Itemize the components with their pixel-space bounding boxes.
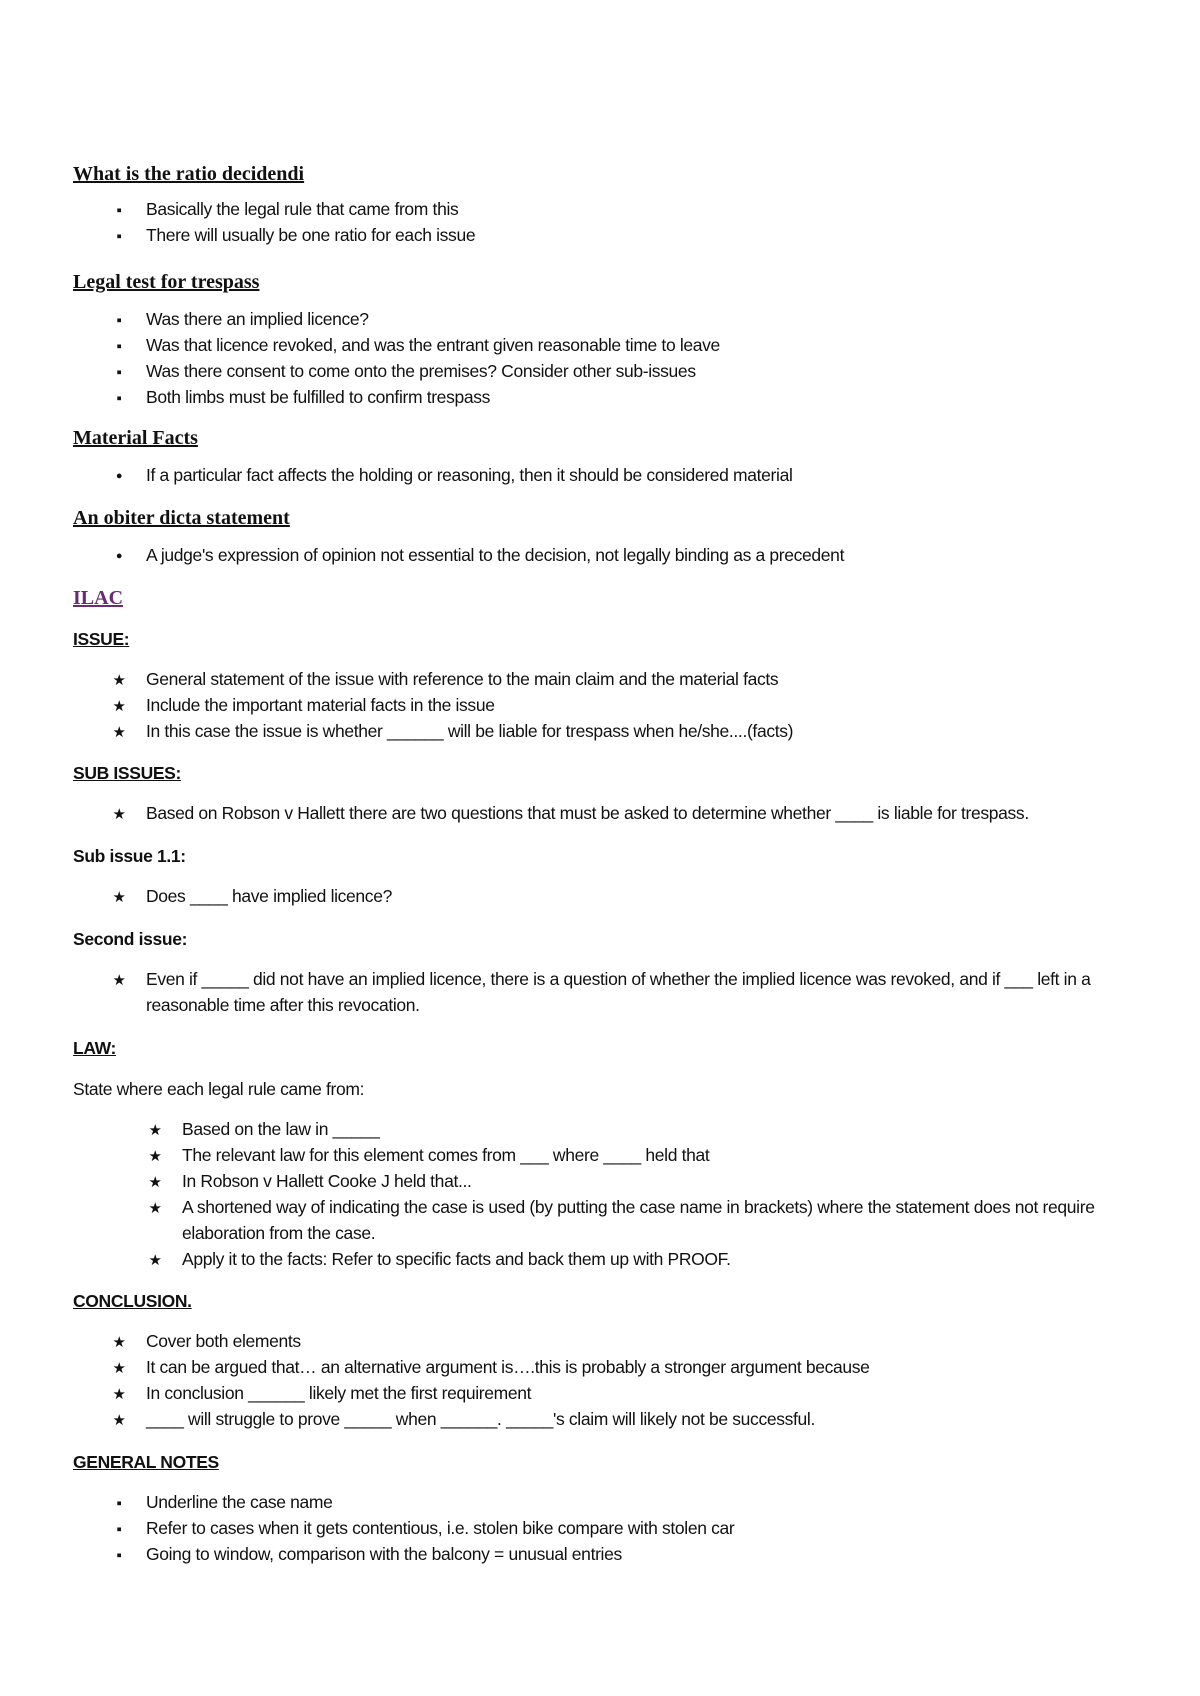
list-item-text: Was there consent to come onto the premises? Consider other sub-issues <box>146 361 696 381</box>
list-trespass <box>73 306 1140 410</box>
list-item-text: A judge's expression of opinion not essential to the decision, not legally binding as a precedent <box>146 545 845 565</box>
list-item-text: Cover both elements <box>146 1331 301 1351</box>
list-item <box>73 222 1140 248</box>
square-bullet-icon <box>109 1515 129 1543</box>
star-bullet-icon <box>109 1354 129 1382</box>
list-item-text: The relevant law for this element comes from ___ where ____ held that <box>182 1145 710 1165</box>
list-obiter <box>73 542 1140 568</box>
section-second-issue <box>73 928 1140 1018</box>
heading-conclusion: CONCLUSION. <box>73 1291 192 1311</box>
list-material-facts <box>73 462 1140 488</box>
list-item-text: General statement of the issue with reference to the main claim and the material facts <box>146 669 779 689</box>
list-issue <box>73 666 1140 744</box>
list-item <box>73 800 1140 826</box>
section-law <box>73 1037 1140 1272</box>
list-item <box>73 666 1140 692</box>
list-item-text: Underline the case name <box>146 1492 333 1512</box>
list-item <box>73 306 1140 332</box>
list-second-issue <box>73 966 1140 1018</box>
list-item <box>73 1194 1140 1246</box>
list-item <box>73 883 1140 909</box>
heading-second-issue: Second issue: <box>73 929 188 949</box>
section-general-notes <box>73 1451 1140 1567</box>
square-bullet-icon <box>109 1489 129 1517</box>
section-sub-issue-1 <box>73 845 1140 909</box>
list-item <box>73 384 1140 410</box>
star-bullet-icon <box>109 883 129 911</box>
list-item <box>73 1328 1140 1354</box>
square-bullet-icon <box>109 222 129 250</box>
list-item <box>73 1406 1140 1432</box>
star-bullet-icon <box>109 800 129 828</box>
section-trespass <box>73 270 1140 410</box>
square-bullet-icon <box>109 358 129 386</box>
list-item-text: Based on Robson v Hallett there are two questions that must be asked to determine whether ____ is liable for trespass. <box>146 803 1029 823</box>
list-item <box>73 1116 1140 1142</box>
star-bullet-icon <box>145 1246 165 1274</box>
list-item <box>73 542 1140 568</box>
heading-law: LAW: <box>73 1038 116 1058</box>
list-item <box>73 692 1140 718</box>
list-item <box>73 332 1140 358</box>
square-bullet-icon <box>109 1541 129 1569</box>
square-bullet-icon <box>109 306 129 334</box>
heading-trespass: Legal test for trespass <box>73 271 260 293</box>
heading-ilac: ILAC <box>73 587 124 609</box>
list-item <box>73 358 1140 384</box>
list-item <box>73 462 1140 488</box>
list-item <box>73 1489 1140 1515</box>
star-bullet-icon <box>145 1194 165 1222</box>
star-bullet-icon <box>109 666 129 694</box>
list-item-text: It can be argued that… an alternative argument is….this is probably a stronger argument because <box>146 1357 870 1377</box>
round-bullet-icon <box>109 462 129 491</box>
star-bullet-icon <box>109 718 129 746</box>
list-ratio <box>73 196 1140 248</box>
list-sub-issues <box>73 800 1140 826</box>
list-item-text: Apply it to the facts: Refer to specific facts and back them up with PROOF. <box>182 1249 731 1269</box>
list-item-text: Going to window, comparison with the balcony = unusual entries <box>146 1544 622 1564</box>
section-issue <box>73 628 1140 744</box>
heading-material-facts: Material Facts <box>73 427 198 449</box>
list-conclusion <box>73 1328 1140 1432</box>
list-sub-issue-1 <box>73 883 1140 909</box>
square-bullet-icon <box>109 196 129 224</box>
section-ratio <box>73 162 1140 248</box>
star-bullet-icon <box>109 966 129 994</box>
list-item-text: ____ will struggle to prove _____ when ______. _____'s claim will likely not be successful. <box>146 1409 815 1429</box>
square-bullet-icon <box>109 384 129 412</box>
law-intro: State where each legal rule came from: <box>73 1079 365 1099</box>
star-bullet-icon <box>145 1168 165 1196</box>
heading-sub-issue-1: Sub issue 1.1: <box>73 846 186 866</box>
section-material-facts <box>73 426 1140 488</box>
star-bullet-icon <box>145 1142 165 1170</box>
section-conclusion <box>73 1290 1140 1432</box>
list-item-text: Based on the law in _____ <box>182 1119 380 1139</box>
heading-issue: ISSUE: <box>73 629 130 649</box>
star-bullet-icon <box>109 1328 129 1356</box>
list-item-text: Was there an implied licence? <box>146 309 369 329</box>
list-item-text: In this case the issue is whether ______ will be liable for trespass when he/she....(facts) <box>146 721 794 741</box>
list-item-text: Include the important material facts in the issue <box>146 695 495 715</box>
heading-ratio: What is the ratio decidendi <box>73 163 305 185</box>
section-sub-issues <box>73 762 1140 826</box>
list-law <box>73 1116 1140 1272</box>
list-item-text: Was that licence revoked, and was the entrant given reasonable time to leave <box>146 335 720 355</box>
star-bullet-icon <box>145 1116 165 1144</box>
list-item-text: In Robson v Hallett Cooke J held that... <box>182 1171 472 1191</box>
list-item <box>73 1515 1140 1541</box>
heading-obiter: An obiter dicta statement <box>73 507 290 529</box>
section-obiter <box>73 506 1140 568</box>
list-general-notes <box>73 1489 1140 1567</box>
list-item-text: Basically the legal rule that came from this <box>146 199 459 219</box>
list-item-text: Even if _____ did not have an implied licence, there is a question of whether the implied licence was revoked, and if ___ left in a reasonable time after this revocation. <box>146 969 1091 1015</box>
list-item <box>73 966 1140 1018</box>
star-bullet-icon <box>109 692 129 720</box>
list-item-text: There will usually be one ratio for each issue <box>146 225 476 245</box>
list-item-text: Both limbs must be fulfilled to confirm trespass <box>146 387 491 407</box>
list-item <box>73 718 1140 744</box>
star-bullet-icon <box>109 1406 129 1434</box>
list-item-text: If a particular fact affects the holding or reasoning, then it should be considered material <box>146 465 793 485</box>
square-bullet-icon <box>109 332 129 360</box>
star-bullet-icon <box>109 1380 129 1408</box>
list-item-text: Refer to cases when it gets contentious, i.e. stolen bike compare with stolen car <box>146 1518 735 1538</box>
heading-general-notes: GENERAL NOTES <box>73 1452 219 1472</box>
list-item-text: Does ____ have implied licence? <box>146 886 392 906</box>
list-item <box>73 1142 1140 1168</box>
list-item <box>73 196 1140 222</box>
list-item <box>73 1168 1140 1194</box>
section-ilac <box>73 586 1140 610</box>
list-item <box>73 1354 1140 1380</box>
list-item <box>73 1246 1140 1272</box>
list-item <box>73 1541 1140 1567</box>
heading-sub-issues: SUB ISSUES: <box>73 763 181 783</box>
round-bullet-icon <box>109 542 129 571</box>
list-item-text: A shortened way of indicating the case is used (by putting the case name in brackets) where the statement does not require elaboration from the case. <box>182 1197 1095 1243</box>
list-item <box>73 1380 1140 1406</box>
list-item-text: In conclusion ______ likely met the first requirement <box>146 1383 532 1403</box>
